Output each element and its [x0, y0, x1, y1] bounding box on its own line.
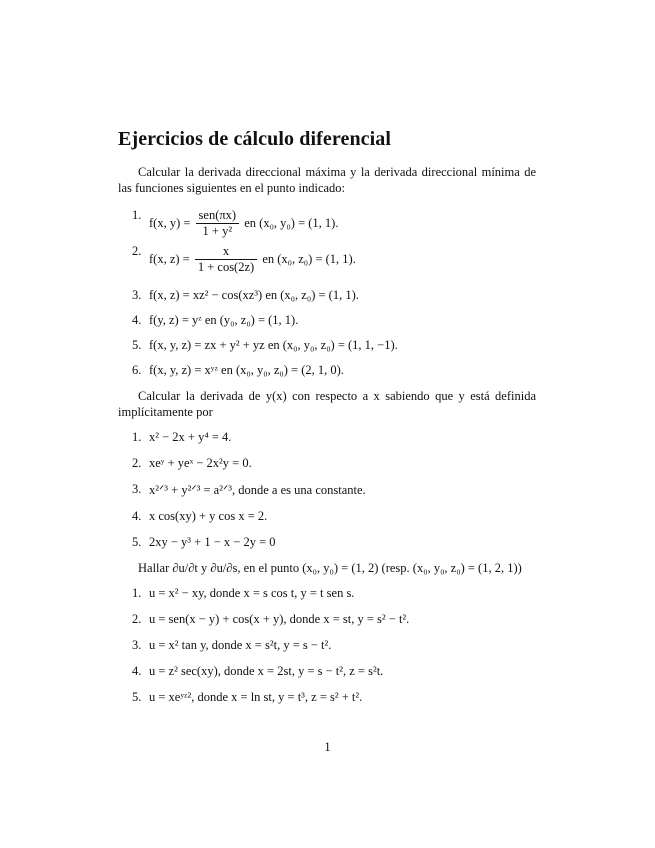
- section1-intro: Calcular la derivada direccional máxima y la derivada direccional mínima de las funciones siguientes en el punto indicado:: [118, 165, 536, 195]
- list-item: 1. x² − 2x + y⁴ = 4.: [132, 430, 232, 444]
- document-page: [118, 128, 536, 705]
- page-number: 1: [324, 740, 331, 754]
- equation-rest: en (x₀, y₀) = (1, 1).: [244, 216, 339, 230]
- fraction-denominator: 1 + cos(2z): [197, 260, 255, 274]
- fraction: [196, 208, 240, 239]
- list-item: 4. f(y, z) = yᶻ en (y₀, z₀) = (1, 1).: [132, 313, 299, 327]
- fraction: [195, 244, 257, 275]
- equation-rest: en (x₀, z₀) = (1, 1).: [262, 252, 356, 266]
- equation-lhs: f(x, y) =: [149, 216, 191, 230]
- section2-list: [118, 430, 536, 550]
- list-item: 5. u = xeʸᶻ², donde x = ln st, y = t³, z = s² + t².: [132, 690, 363, 704]
- list-item: 6. f(x, y, z) = xʸᶻ en (x₀, y₀, z₀) = (2, 1, 0).: [132, 363, 344, 377]
- page-title: Ejercicios de cálculo diferencial: [118, 128, 392, 150]
- list-item: 5. f(x, y, z) = zx + y² + yz en (x₀, y₀, z₀) = (1, 1, −1).: [132, 338, 398, 352]
- list-item: 5. 2xy − y³ + 1 − x − 2y = 0: [132, 535, 276, 549]
- section2-intro: Calcular la derivada de y(x) con respecto a x sabiendo que y está definida implícitamente por: [118, 389, 536, 419]
- equation-lhs: f(x, z) =: [149, 252, 190, 266]
- list-item: 4. u = z² sec(xy), donde x = 2st, y = s − t², z = s²t.: [132, 664, 384, 678]
- section3-list: [118, 586, 536, 705]
- list-item: 2. u = sen(x − y) + cos(x + y), donde x = st, y = s² − t².: [132, 612, 410, 626]
- list-item: 3. f(x, z) = xz² − cos(xz³) en (x₀, z₀) = (1, 1).: [132, 288, 359, 302]
- fraction-numerator: x: [195, 244, 257, 260]
- list-item: 2. f(x, z) = $\frac{x}{1 + \cos(2z)}$ en (x₀, z₀) = (1, 1).: [132, 244, 356, 274]
- section3-intro: Hallar ∂u/∂t y ∂u/∂s, en el punto (x₀, y₀) = (1, 2) (resp. (x₀, y₀, z₀) = (1, 2, 1)): [138, 561, 522, 575]
- list-item: 2. xeʸ + yeˣ − 2x²y = 0.: [132, 456, 252, 470]
- list-item: 3. u = x² tan y, donde x = s²t, y = s − t².: [132, 638, 332, 652]
- list-item: 1. u = x² − xy, donde x = s cos t, y = t sen s.: [132, 586, 355, 600]
- fraction-numerator: sen(πx): [196, 208, 240, 224]
- fraction-denominator: 1 + y²: [202, 224, 233, 238]
- list-item: 4. x cos(xy) + y cos x = 2.: [132, 509, 268, 523]
- list-item: 1. f(x, y) = $\frac{\text{sen(πx)}}{\text{1 + y²}}$ en (x₀, y₀) = (1, 1).: [132, 208, 339, 238]
- section1-list: [118, 208, 536, 378]
- list-item: 3. x²ᐟ³ + y²ᐟ³ = a²ᐟ³, donde a es una constante.: [132, 482, 366, 497]
